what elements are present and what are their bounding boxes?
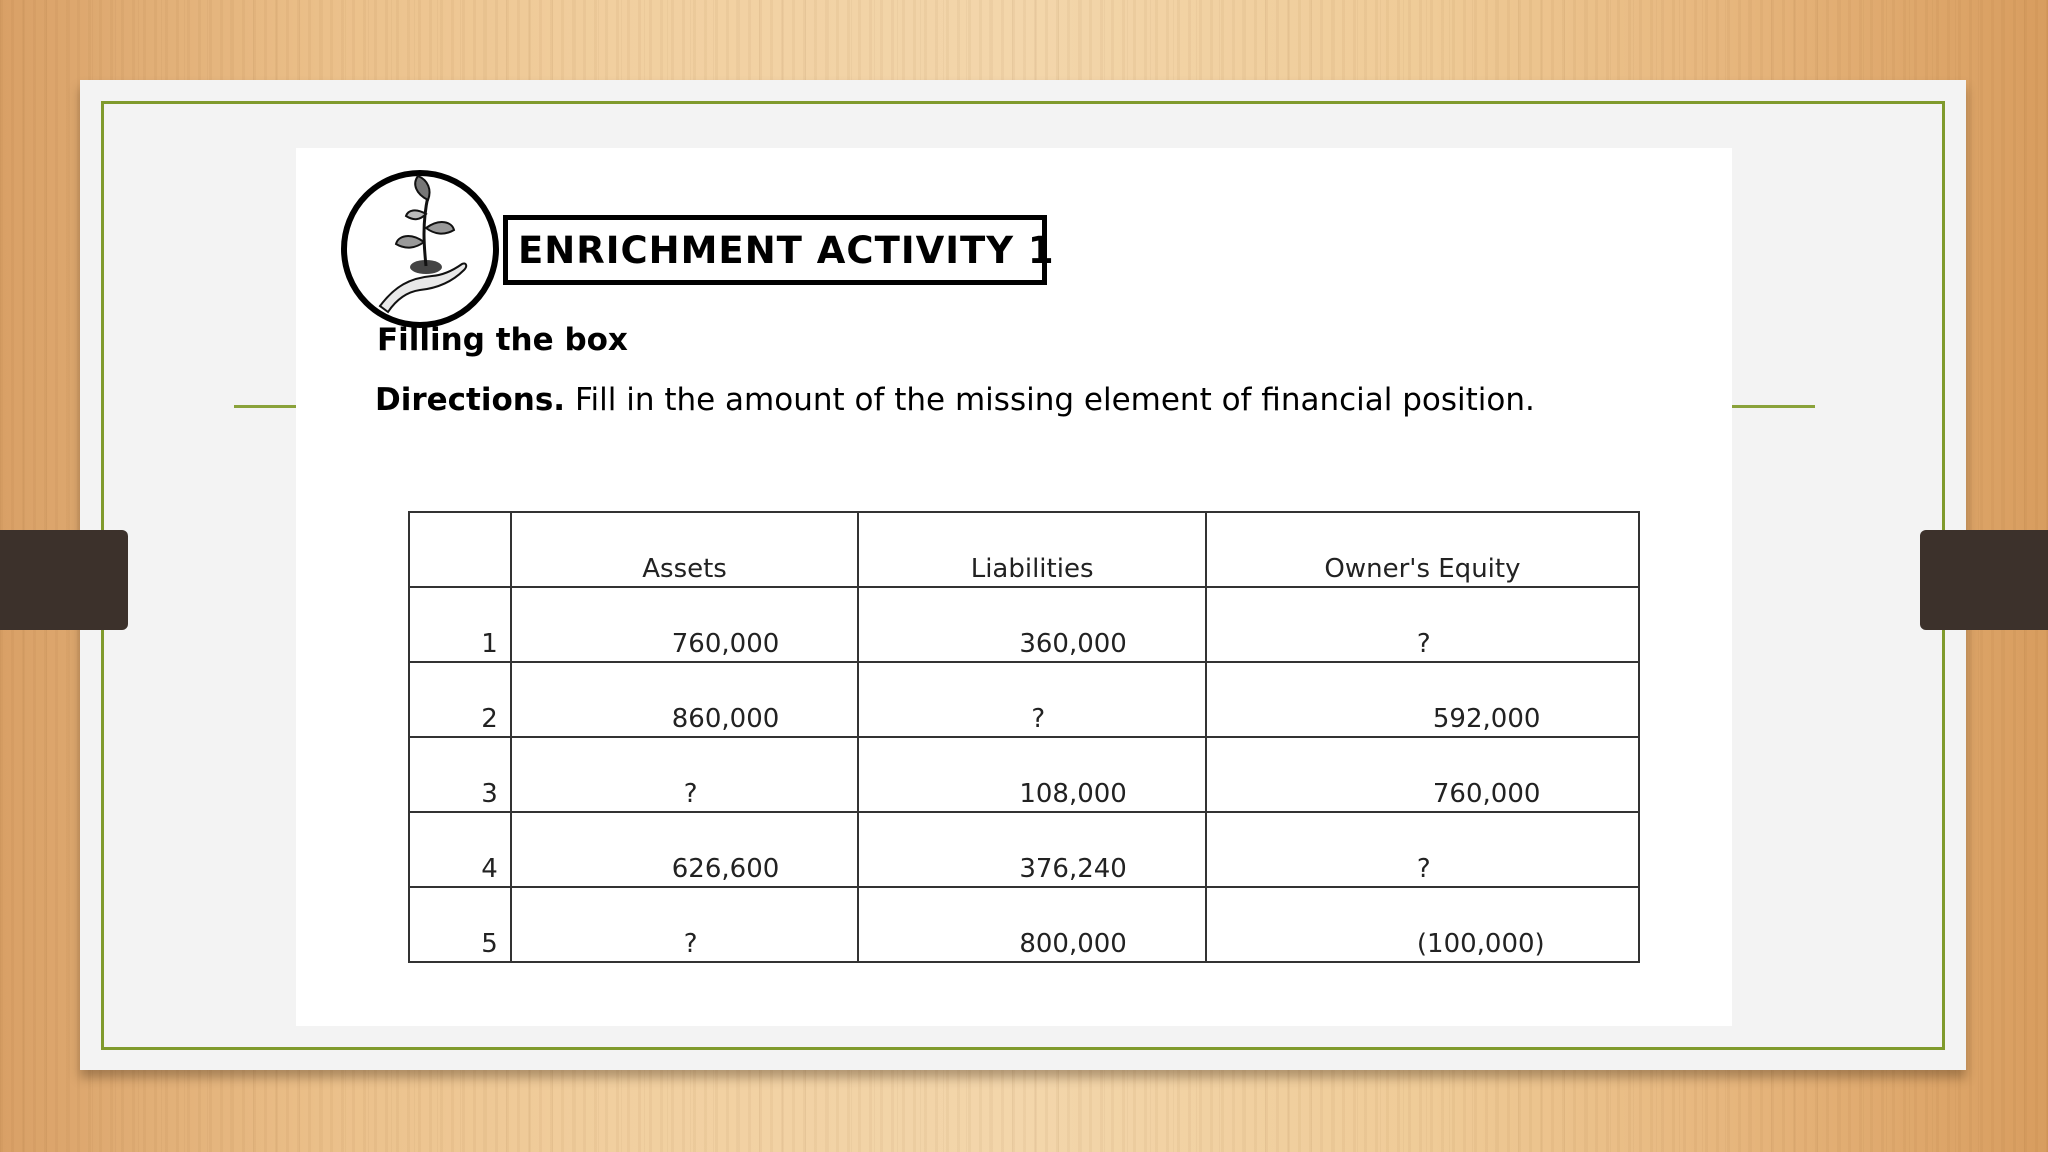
liabilities-cell: 800,000 (858, 887, 1206, 962)
row-number: 3 (409, 737, 511, 812)
owners-equity-cell: ? (1206, 587, 1639, 662)
seedling-in-hand-icon (340, 166, 500, 332)
financial-position-table (408, 511, 1640, 963)
liabilities-cell: 376,240 (858, 812, 1206, 887)
owners-equity-cell: (100,000) (1206, 887, 1639, 962)
assets-cell: 760,000 (511, 587, 859, 662)
header-liabilities: Liabilities (858, 512, 1206, 587)
directions-paragraph (375, 382, 1535, 418)
table-header-row (409, 512, 1639, 587)
header-number (409, 512, 511, 587)
table-row (409, 812, 1639, 887)
activity-title-box (503, 215, 1055, 285)
right-binder-clip (1920, 530, 2048, 630)
owners-equity-cell: 760,000 (1206, 737, 1639, 812)
assets-cell: 860,000 (511, 662, 859, 737)
directions-label: Directions. (375, 382, 566, 418)
activity-subtitle: Filling the box (377, 322, 628, 358)
liabilities-cell: 360,000 (858, 587, 1206, 662)
directions-text: Fill in the amount of the missing element of financial position. (565, 382, 1535, 418)
table-row (409, 887, 1639, 962)
right-accent-line (1732, 405, 1815, 408)
liabilities-cell: ? (858, 662, 1206, 737)
assets-cell: 626,600 (511, 812, 859, 887)
left-accent-line (234, 405, 296, 408)
liabilities-cell: 108,000 (858, 737, 1206, 812)
table-row (409, 587, 1639, 662)
header-owners-equity: Owner's Equity (1206, 512, 1639, 587)
table-row (409, 662, 1639, 737)
table-row (409, 737, 1639, 812)
assets-cell: ? (511, 887, 859, 962)
row-number: 4 (409, 812, 511, 887)
owners-equity-cell: ? (1206, 812, 1639, 887)
row-number: 5 (409, 887, 511, 962)
header-assets: Assets (511, 512, 859, 587)
left-binder-clip (0, 530, 128, 630)
row-number: 1 (409, 587, 511, 662)
activity-title: ENRICHMENT ACTIVITY 1 (518, 228, 1055, 272)
owners-equity-cell: 592,000 (1206, 662, 1639, 737)
row-number: 2 (409, 662, 511, 737)
assets-cell: ? (511, 737, 859, 812)
